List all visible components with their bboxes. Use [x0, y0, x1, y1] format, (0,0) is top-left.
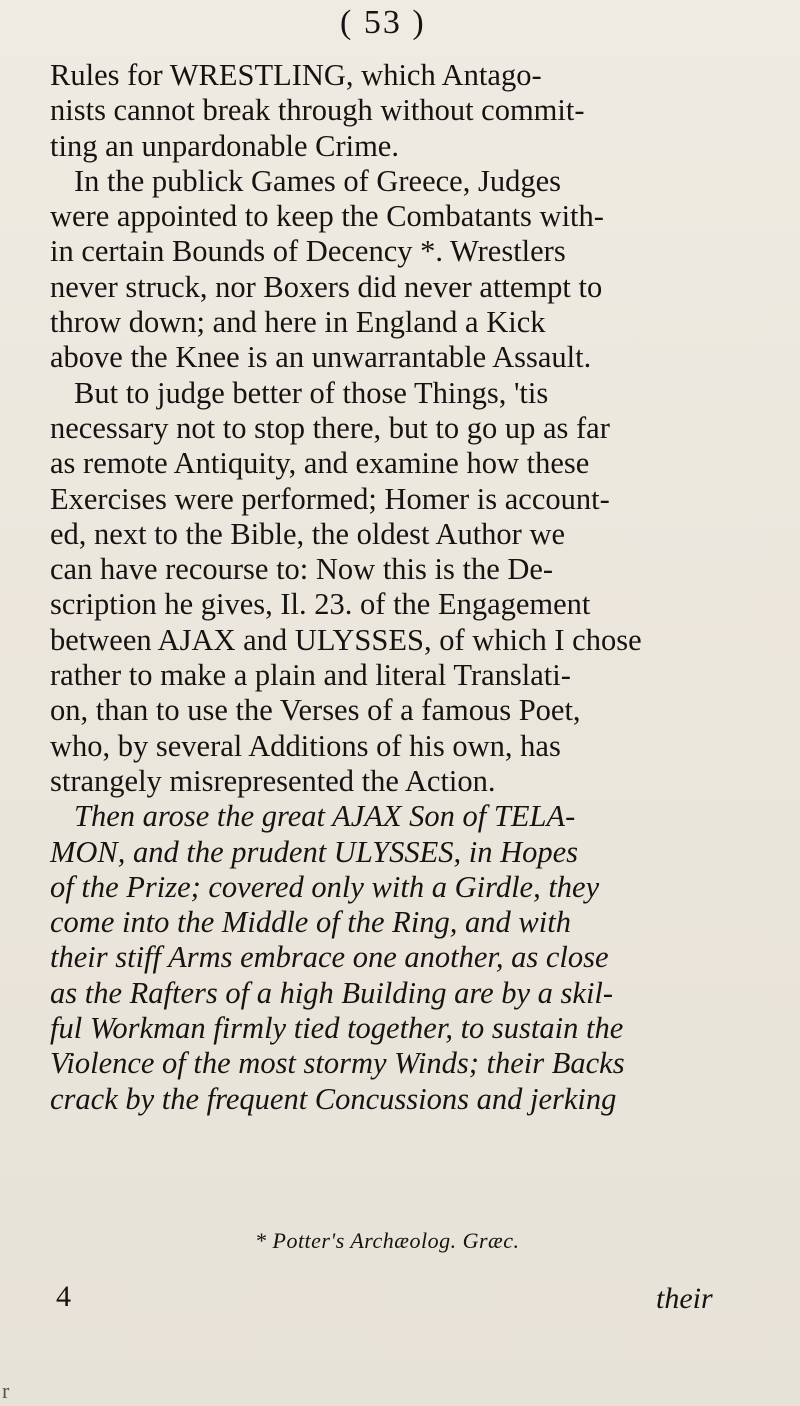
text-line: ting an unpardonable Crime. — [50, 128, 399, 163]
quotation-line: MON, and the prudent ULYSSES, in Hopes — [50, 834, 579, 869]
text-line: necessary not to stop there, but to go up as far — [50, 410, 610, 445]
text-line: Exercises were performed; Homer is account- — [50, 481, 610, 516]
text-line: rather to make a plain and literal Translati- — [50, 658, 571, 693]
quotation-line: of the Prize; covered only with a Girdle, they — [50, 869, 600, 904]
body-text — [50, 58, 768, 1117]
text-line: scription he gives, Il. 23. of the Engagement — [50, 587, 591, 622]
quotation-line: Violence of the most stormy Winds; their Backs — [50, 1046, 625, 1081]
text-line: were appointed to keep the Combatants with- — [50, 199, 604, 234]
text-line: ed, next to the Bible, the oldest Author we — [50, 516, 566, 551]
quotation-start-line: Then arose the great AJAX Son of TELA- — [74, 799, 576, 834]
quotation-line: come into the Middle of the Ring, and with — [50, 905, 571, 940]
quotation-line: ful Workman firmly tied together, to sustain the — [50, 1011, 624, 1046]
signature-mark: 4 — [56, 1280, 71, 1313]
text-line: never struck, nor Boxers did never attempt to — [50, 269, 603, 304]
text-line: nists cannot break through without commit- — [50, 93, 585, 128]
text-line: as remote Antiquity, and examine how these — [50, 446, 590, 481]
text-line: strangely misrepresented the Action. — [50, 763, 496, 798]
quotation-line: their stiff Arms embrace one another, as close — [50, 940, 609, 975]
text-line: who, by several Additions of his own, has — [50, 728, 561, 763]
page-number: ( 53 ) — [340, 4, 426, 41]
footnote: * Potter's Archæolog. Græc. — [255, 1228, 520, 1253]
text-line: can have recourse to: Now this is the De- — [50, 552, 554, 587]
text-line: in certain Bounds of Decency *. Wrestlers — [50, 234, 566, 269]
text-line: between AJAX and ULYSSES, of which I chose — [50, 622, 642, 657]
quotation-line: as the Rafters of a high Building are by a skil- — [50, 975, 614, 1010]
paragraph-start-line: But to judge better of those Things, 'tis — [74, 375, 549, 410]
paragraph-start-line: In the publick Games of Greece, Judges — [74, 163, 561, 198]
text-line: above the Knee is an unwarrantable Assault. — [50, 340, 592, 375]
edge-mark: r — [2, 1378, 10, 1403]
text-line: Rules for WRESTLING, which Antago- — [50, 58, 542, 92]
quotation-line: crack by the frequent Concussions and jerking — [50, 1081, 617, 1116]
text-line: on, than to use the Verses of a famous Poet, — [50, 693, 581, 728]
catchword: their — [656, 1282, 713, 1315]
text-line: throw down; and here in England a Kick — [50, 305, 546, 340]
